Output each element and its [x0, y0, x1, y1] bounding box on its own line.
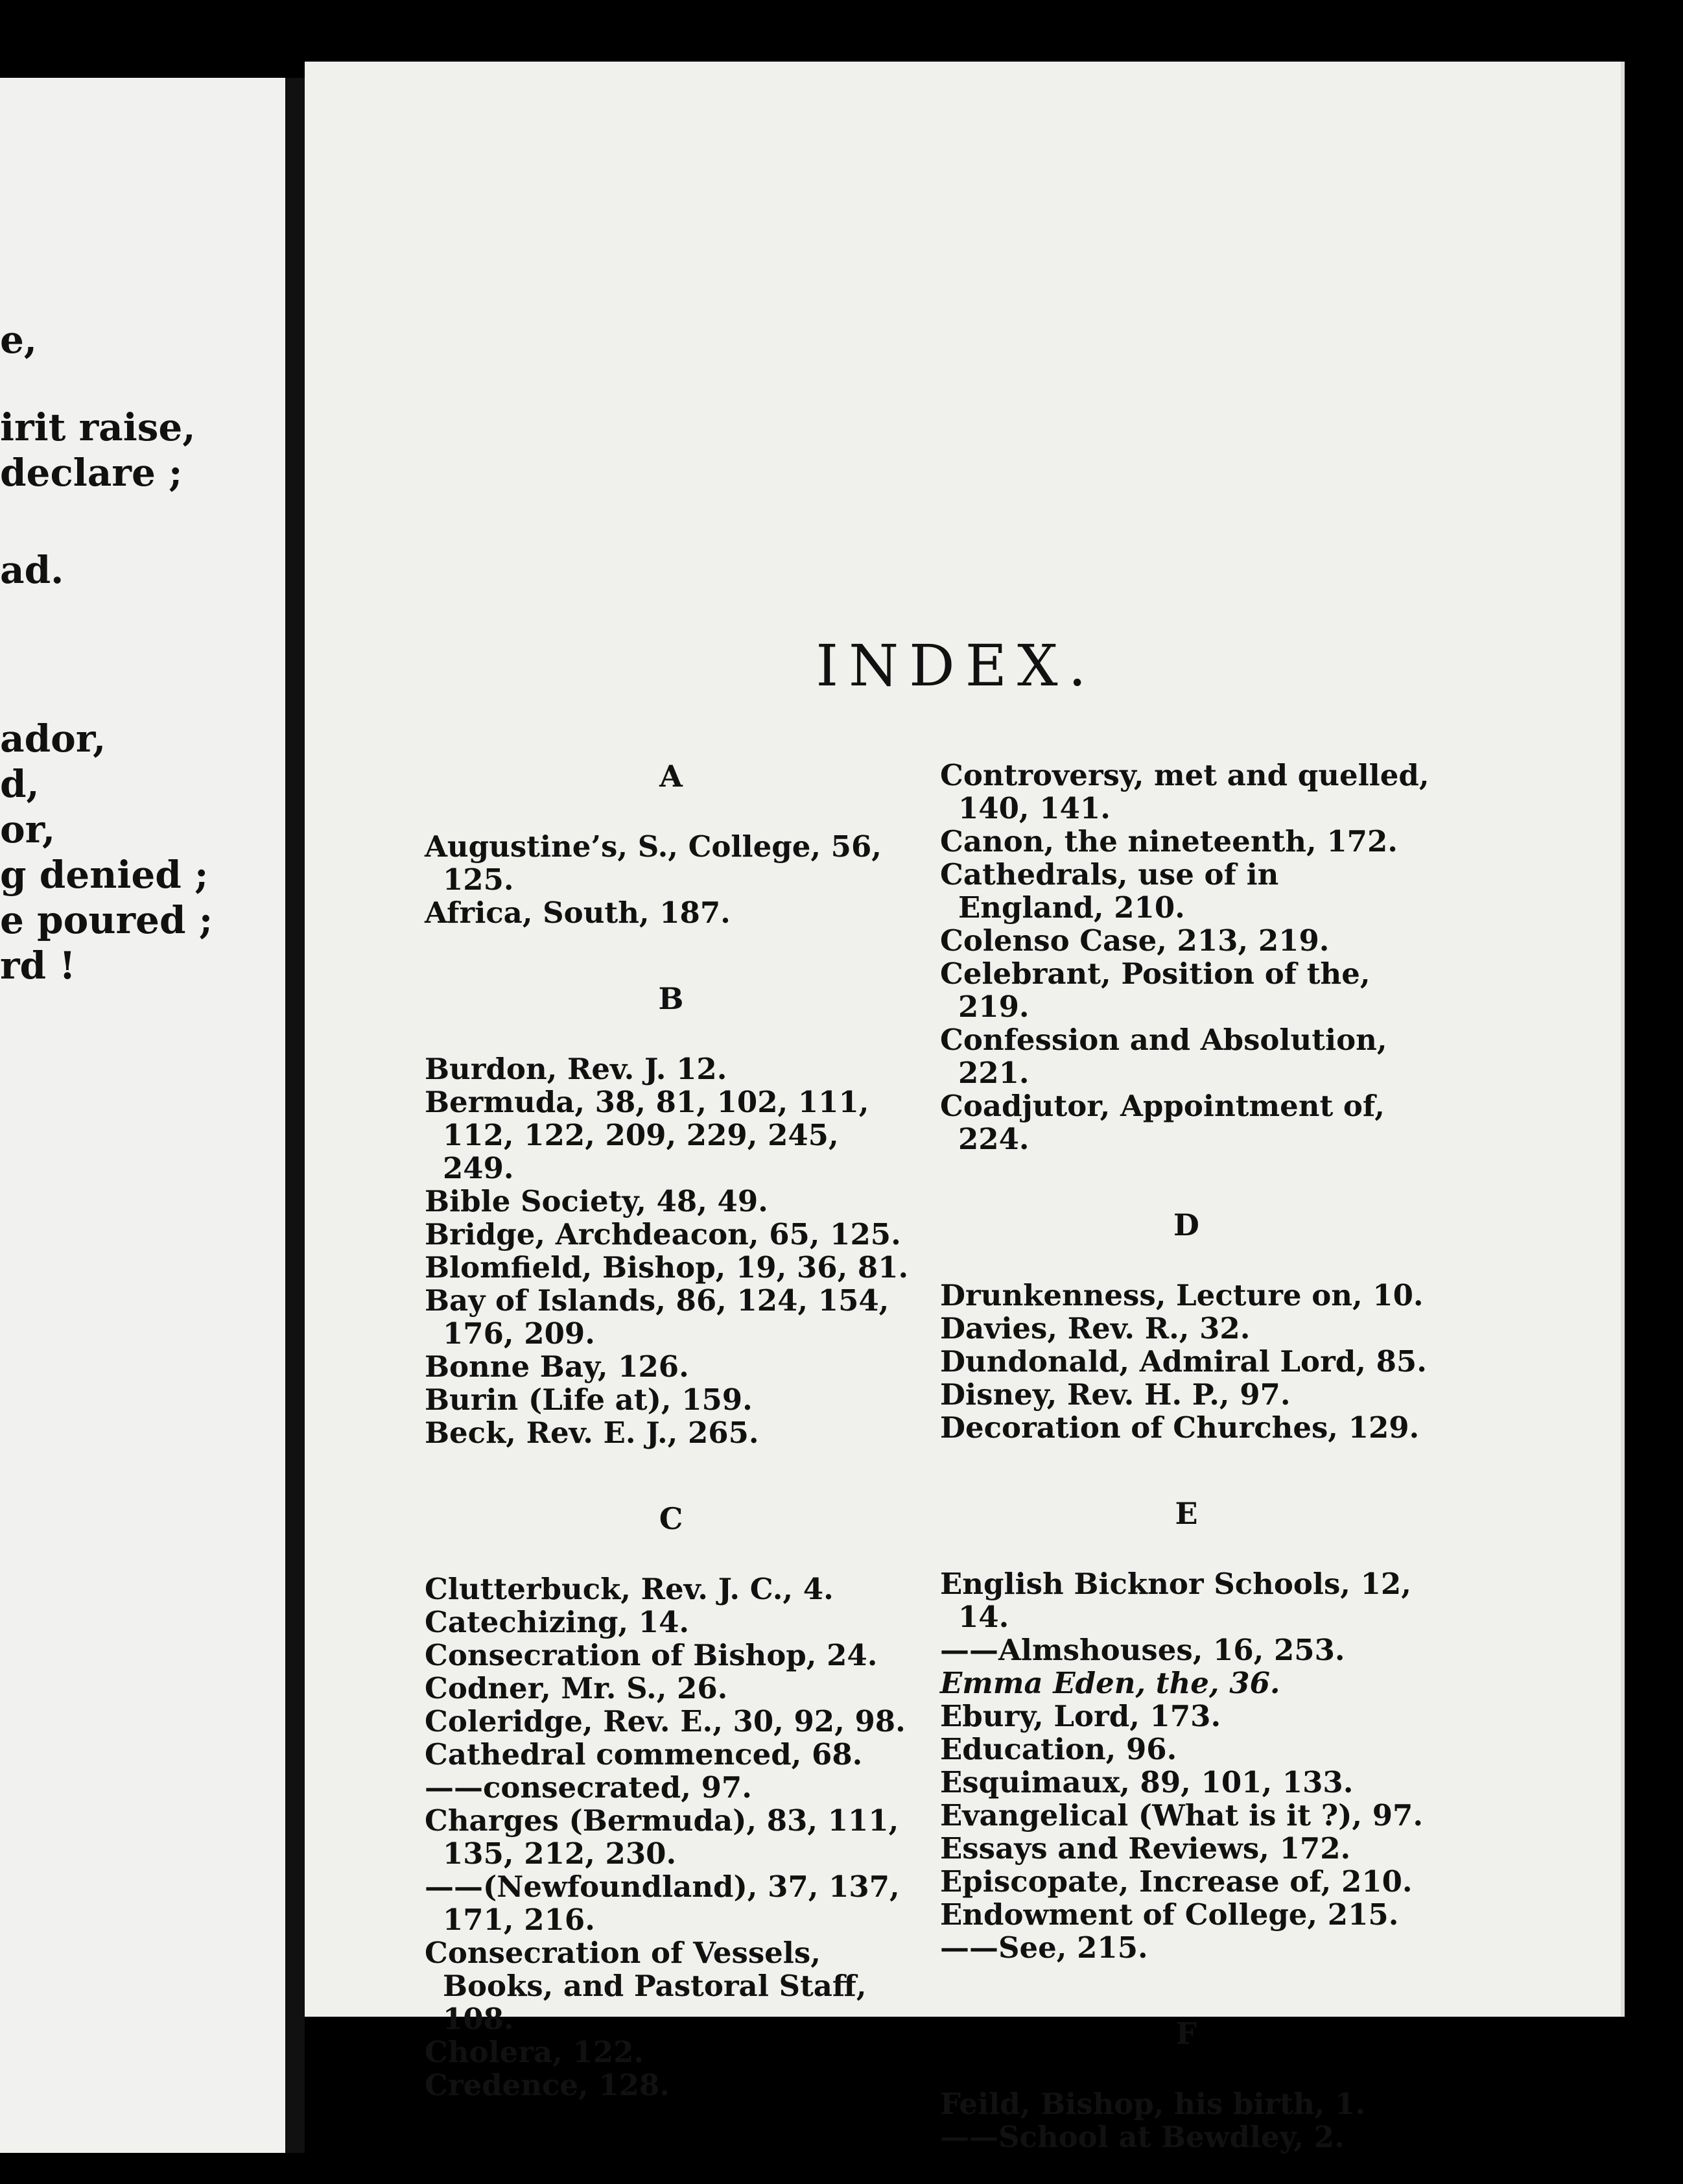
index-entry: Canon, the nineteenth, 172.: [940, 824, 1398, 859]
index-entry: Celebrant, Position of the, 219.: [940, 956, 1371, 1024]
index-entry: Codner, Mr. S., 26.: [425, 1671, 728, 1705]
facing-page-line: declare ;: [0, 451, 183, 495]
entry-list: [940, 1567, 1433, 1964]
index-entry: ——See, 215.: [940, 1930, 1148, 1965]
index-entry: Ebury, Lord, 173.: [940, 1699, 1221, 1733]
entry-list: [425, 1573, 917, 2102]
index-page: [305, 62, 1625, 2154]
index-entry: Colenso Case, 213, 219.: [940, 923, 1330, 958]
facing-page-line: e,: [0, 318, 38, 362]
index-entry: Cathedral commenced, 68.: [425, 1737, 863, 1772]
index-entry: Esquimaux, 89, 101, 133.: [940, 1765, 1354, 1799]
index-entry: ——(Newfoundland), 37, 137, 171, 216.: [425, 1869, 900, 1937]
section-letter: A: [659, 759, 683, 794]
index-entry: Consecration of Vessels, Books, and Pastoral Staff, 108.: [425, 1936, 867, 2036]
index-entry: Augustine’s, S., College, 56, 125.: [425, 829, 882, 897]
index-column-right: [940, 759, 1433, 2154]
index-entry: Blomfield, Bishop, 19, 36, 81.: [425, 1250, 909, 1285]
index-section: [940, 1207, 1433, 1444]
entry-list: [425, 830, 917, 929]
index-entry: Cholera, 122.: [425, 2035, 644, 2069]
facing-page-line: rd !: [0, 944, 76, 988]
index-entry: ——Almshouses, 16, 253.: [940, 1633, 1345, 1667]
page-title: INDEX.: [816, 632, 1097, 699]
index-entry: Bonne Bay, 126.: [425, 1349, 689, 1384]
book-gutter: [285, 78, 305, 2153]
index-entry: Education, 96.: [940, 1732, 1177, 1766]
index-column-left: [425, 759, 917, 2102]
index-entry: Burin (Life at), 159.: [425, 1383, 753, 1417]
index-entry: Evangelical (What is it ?), 97.: [940, 1798, 1424, 1833]
entry-list: [940, 759, 1433, 1156]
index-entry: Coleridge, Rev. E., 30, 92, 98.: [425, 1704, 906, 1739]
index-entry: Controversy, met and quelled, 140, 141.: [940, 758, 1430, 825]
index-entry: Confession and Absolution, 221.: [940, 1023, 1387, 1090]
index-entry: Consecration of Bishop, 24.: [425, 1638, 878, 1672]
index-entry: Bay of Islands, 86, 124, 154, 176, 209.: [425, 1283, 889, 1351]
index-section: [425, 759, 917, 929]
entry-list: [425, 1052, 917, 1449]
facing-page-line: g denied ;: [0, 853, 209, 897]
index-entry: Beck, Rev. E. J., 265.: [425, 1416, 759, 1450]
section-letter: C: [659, 1501, 683, 1536]
index-entry: Davies, Rev. R., 32.: [940, 1311, 1251, 1346]
index-entry: Essays and Reviews, 172.: [940, 1831, 1351, 1866]
index-entry: Catechizing, 14.: [425, 1605, 690, 1639]
index-entry: Bermuda, 38, 81, 102, 111, 112, 122, 209, 229, 245, 249.: [425, 1085, 869, 1185]
index-entry: Disney, Rev. H. P., 97.: [940, 1377, 1291, 1412]
index-entry: Bridge, Archdeacon, 65, 125.: [425, 1217, 901, 1252]
index-section: [940, 2016, 1433, 2154]
index-entry: ——School at Bewdley, 2.: [940, 2120, 1345, 2154]
index-entry: Episcopate, Increase of, 210.: [940, 1864, 1413, 1899]
index-entry: Clutterbuck, Rev. J. C., 4.: [425, 1572, 834, 1606]
entry-list: [940, 2087, 1433, 2154]
index-entry: Credence, 128.: [425, 2068, 670, 2102]
section-letter: E: [1175, 1496, 1198, 1531]
entry-list: [940, 1279, 1433, 1444]
index-entry: Burdon, Rev. J. 12.: [425, 1052, 727, 1086]
facing-page-line: ad.: [0, 548, 64, 592]
index-section: [940, 759, 1433, 1156]
section-letter: B: [658, 981, 684, 1016]
index-section: [425, 1501, 917, 2102]
index-entry: Cathedrals, use of in England, 210.: [940, 857, 1279, 925]
index-section: [940, 1496, 1433, 1964]
index-entry: ——consecrated, 97.: [425, 1770, 752, 1805]
section-letter: F: [1175, 2016, 1197, 2051]
index-entry: Africa, South, 187.: [425, 896, 731, 930]
index-entry: Decoration of Churches, 129.: [940, 1410, 1420, 1445]
facing-page-line: d,: [0, 762, 40, 806]
facing-page-line: e poured ;: [0, 898, 213, 942]
index-entry: Drunkenness, Lecture on, 10.: [940, 1278, 1424, 1312]
index-entry: Endowment of College, 215.: [940, 1897, 1399, 1932]
index-entry: Coadjutor, Appointment of, 224.: [940, 1089, 1385, 1156]
index-entry: Bible Society, 48, 49.: [425, 1184, 768, 1218]
facing-page-line: or,: [0, 807, 56, 851]
index-entry: Charges (Bermuda), 83, 111, 135, 212, 230.: [425, 1803, 899, 1871]
facing-page-line: ador,: [0, 717, 106, 761]
section-letter: D: [1173, 1207, 1199, 1242]
facing-page: [0, 78, 285, 2153]
index-entry: Emma Eden, the, 36.: [940, 1666, 1280, 1700]
facing-page-line: irit raise,: [0, 405, 196, 449]
index-entry: Feild, Bishop, his birth, 1.: [940, 2087, 1365, 2121]
index-entry: Dundonald, Admiral Lord, 85.: [940, 1344, 1427, 1379]
index-entry: English Bicknor Schools, 12, 14.: [940, 1567, 1411, 1634]
index-section: [425, 981, 917, 1449]
